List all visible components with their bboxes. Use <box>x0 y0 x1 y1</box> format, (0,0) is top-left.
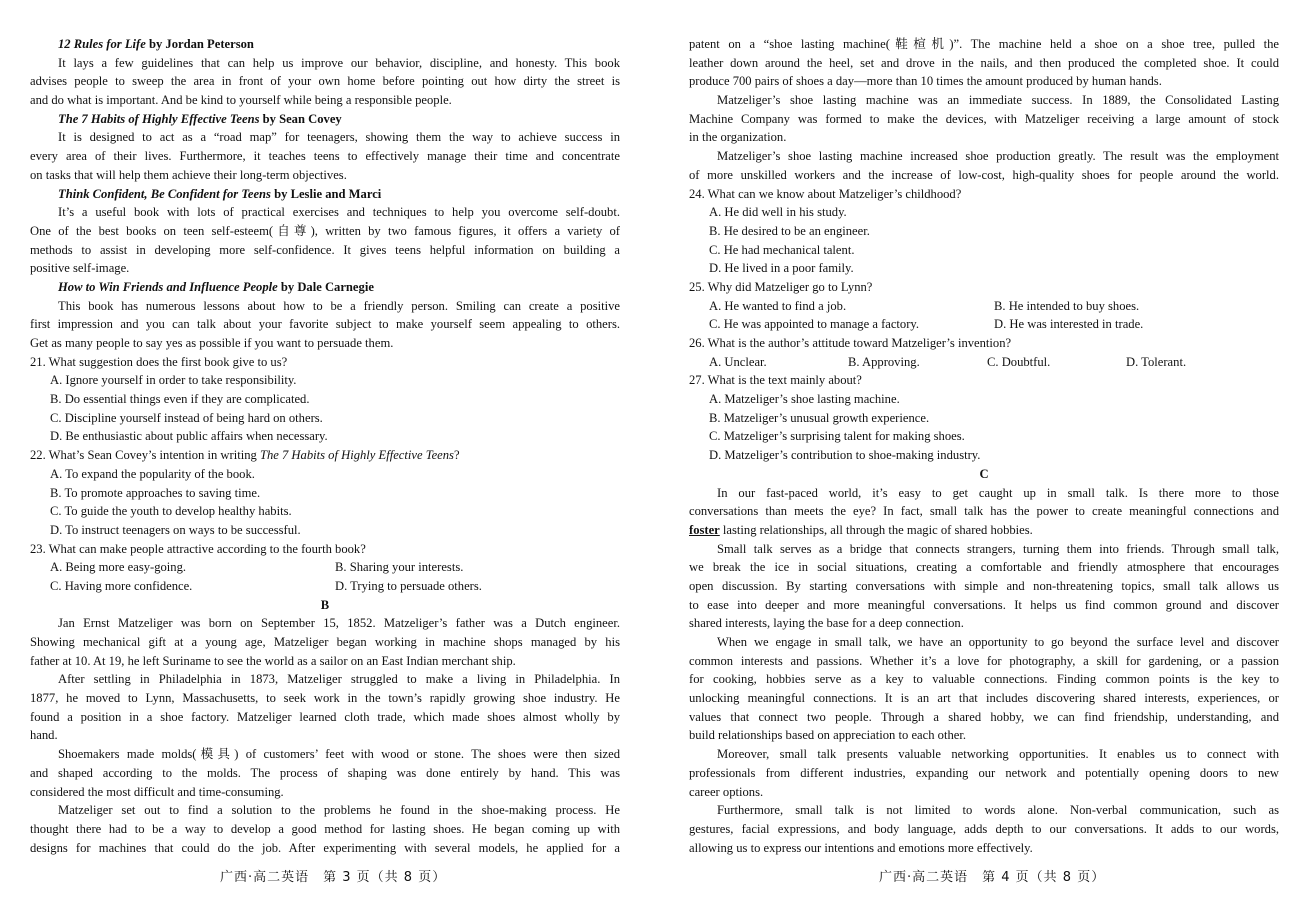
paragraph-line: patent on a “shoe lasting machine(鞋楦机)”. The machine held a shoe on a shoe tree, pulled the <box>689 37 1279 51</box>
option-22b: B. To promote approaches to saving time. <box>50 485 261 500</box>
page-footer-right: 广西·高二英语 第 4 页（共 8 页） <box>879 870 1106 885</box>
paragraph-line: values that connect two people. Through a shared hobby, we can find friendship, understanding, and <box>689 709 1279 724</box>
paragraph-line: produce 700 pairs of shoes a day—more than 10 times the amount produced by human hands. <box>689 74 1162 89</box>
paragraph-line: methods to assist in developing more self-confidence. It gives teens helpful information on building a <box>30 242 620 257</box>
paragraph-line: Moreover, small talk presents valuable networking opportunities. It enables us to connect with <box>717 747 1279 762</box>
question-23: 23. What can make people attractive according to the fourth book? <box>30 541 366 556</box>
book3-title: Think Confident, Be Confident for Teens <box>58 186 271 201</box>
question-25: 25. Why did Matzeliger go to Lynn? <box>689 279 873 294</box>
underlined-word-foster: foster <box>689 522 720 537</box>
paragraph-line: 1877, he moved to Lynn, Massachusetts, to seek work in the town’s rapidly growing shoe industry. He <box>30 691 620 706</box>
paragraph-line: and do what is important. And be kind to yourself while being a responsible people. <box>30 93 452 108</box>
paragraph-line: of more unskilled workers and the increase of low-cost, high-quality shoes for people around the world. <box>689 167 1279 182</box>
paragraph-line: gestures, facial expressions, and body language, adds depth to our conversations. It adds to our words, <box>689 821 1279 836</box>
option-22d: D. To instruct teenagers on ways to be successful. <box>50 522 301 537</box>
paragraph-line: first impression and you can talk about your favorite subject to make yourself seem appealing to others. <box>30 317 620 332</box>
option-23a: A. Being more easy-going. <box>50 560 187 575</box>
option-27a: A. Matzeliger’s shoe lasting machine. <box>709 392 900 407</box>
book4-heading <box>30 278 620 297</box>
paragraph-line: open discussion. By starting conversations with simple and non-threatening topics, small talk allows us <box>689 578 1279 593</box>
book2-author: by Sean Covey <box>259 111 342 126</box>
paragraph-line: This book has numerous lessons about how to be a friendly person. Smiling can create a positive <box>58 298 620 313</box>
paragraph-line: conversations than meets the eye? In fact, small talk has the power to create meaningful connections and <box>689 504 1279 519</box>
option-26a: A. Unclear. <box>709 354 767 369</box>
option-27d: D. Matzeliger’s contribution to shoe-making industry. <box>709 448 981 463</box>
paragraph-line: Matzeliger set out to find a solution to the problems he found in the shoe-making process. He <box>58 803 620 818</box>
option-22a: A. To expand the popularity of the book. <box>50 466 255 481</box>
option-26d: D. Tolerant. <box>1126 354 1187 369</box>
paragraph-line: build relationships based on appreciation to each other. <box>689 728 966 743</box>
options-23-row1 <box>30 558 620 577</box>
book3-author: by Leslie and Marci <box>270 186 382 201</box>
paragraph-line: hand. <box>30 728 58 743</box>
paragraph-line: to ease into deeper and more meaningful conversations. It helps us find common ground and discover <box>689 597 1279 612</box>
paragraph-line: common interests and passions. Whether it’s a love for photography, a skill for gardening, or a passion <box>689 653 1279 668</box>
paragraph-line: Showing mechanical gift at a young age, Matzeliger began working in machine shops managed by his <box>30 635 620 649</box>
paragraph-line: positive self-image. <box>30 261 130 276</box>
options-25-row2 <box>689 315 1279 334</box>
book1-title: 12 Rules for Life <box>58 37 146 51</box>
page-4 <box>689 35 1279 857</box>
paragraph-line: One of the best books on teen self-esteem(自尊), written by two famous figures, it offers a variety of <box>30 223 620 238</box>
option-27c: C. Matzeliger’s surprising talent for making shoes. <box>709 429 965 444</box>
option-27b: B. Matzeliger’s unusual growth experience. <box>709 410 930 425</box>
options-23-row2 <box>30 577 620 596</box>
paragraph-line: In our fast-paced world, it’s easy to get caught up in small talk. Is there more to those <box>717 485 1279 500</box>
paragraph-line: Matzeliger’s shoe lasting machine was an immediate success. In 1889, the Consolidated Lasting <box>717 93 1279 108</box>
paragraph-line: every area of their lives. Furthermore, it teaches teens to effectively manage their time and concentrate <box>30 149 620 164</box>
option-23c: C. Having more confidence. <box>50 578 193 593</box>
book1-heading <box>30 35 620 54</box>
option-25b: B. He intended to buy shoes. <box>994 298 1140 313</box>
option-24c: C. He had mechanical talent. <box>709 242 855 257</box>
section-c-heading: C <box>979 466 989 481</box>
option-25c: C. He was appointed to manage a factory. <box>709 317 920 332</box>
book4-title: How to Win Friends and Influence People <box>58 279 278 294</box>
paragraph-line: allowing us to express our intentions and emotions more effectively. <box>689 840 1033 855</box>
paragraph-line: Get as many people to say yes as possible if you want to persuade them. <box>30 336 394 350</box>
paragraph-line: designs for machines that could do the job. After experimenting with several models, he applied for a <box>30 840 620 855</box>
options-26 <box>689 353 1279 372</box>
option-21d: D. Be enthusiastic about public affairs when necessary. <box>50 429 328 444</box>
paragraph-line: It’s a useful book with lots of practical exercises and techniques to help you overcome self-doubt. <box>58 205 620 220</box>
paragraph-line: When we engage in small talk, we have an opportunity to go beyond the surface level and discover <box>717 635 1279 649</box>
option-22c: C. To guide the youth to develop healthy habits. <box>50 504 292 519</box>
paragraph-line: considered the most difficult and time-consuming. <box>30 784 284 799</box>
question-mark: ? <box>453 448 460 463</box>
options-25-row1 <box>689 297 1279 316</box>
paragraph-line: Furthermore, small talk is not limited to words alone. Non-verbal communication, such as <box>717 803 1279 818</box>
paragraph-line <box>689 521 1279 540</box>
option-23b: B. Sharing your interests. <box>335 560 464 575</box>
paragraph-line: It is designed to act as a “road map” for teenagers, showing them the way to achieve success in <box>58 130 620 145</box>
option-25d: D. He was interested in trade. <box>994 317 1144 332</box>
book2-heading <box>30 110 620 129</box>
paragraph-line: It lays a few guidelines that can help us improve our behavior, discipline, and honesty. This book <box>58 55 620 70</box>
paragraph-text: lasting relationships, all through the magic of shared hobbies. <box>719 522 1033 537</box>
paragraph-line: on tasks that will help them achieve their long-term objectives. <box>30 167 347 182</box>
paragraph-line: in the organization. <box>689 130 787 145</box>
option-26b: B. Approving. <box>848 354 920 369</box>
book2-title: The 7 Habits of Highly Effective Teens <box>58 111 260 126</box>
paragraph-line: Small talk serves as a bridge that connects strangers, turning them into friends. Through small talk, <box>717 541 1279 556</box>
question-26: 26. What is the author’s attitude toward Matzeliger’s invention? <box>689 336 1012 350</box>
paragraph-line: advises people to sweep the area in front of your own home before pointing out how dirty the street is <box>30 74 620 89</box>
paragraph-line: father at 10. At 19, he left Suriname to see the world as a sailor on an East Indian merchant ship. <box>30 653 516 668</box>
question-24: 24. What can we know about Matzeliger’s childhood? <box>689 186 962 201</box>
option-21b: B. Do essential things even if they are complicated. <box>50 392 310 407</box>
section-b-heading: B <box>320 597 330 612</box>
option-21c: C. Discipline yourself instead of being hard on others. <box>50 410 323 425</box>
paragraph-line: Matzeliger’s shoe lasting machine increased shoe production greatly. The result was the employment <box>717 149 1279 164</box>
paragraph-line: Machine Company was formed to make the devices, with Matzeliger receiving a large amount of stock <box>689 111 1279 126</box>
paragraph-line: thought there had to be a way to develop a good method for lasting shoes. He began coming up with <box>30 821 620 836</box>
paragraph-line: found a position in a shoe factory. Matzeliger learned cloth trade, which made shoes almost wholly by <box>30 709 620 724</box>
option-23d: D. Trying to persuade others. <box>335 578 482 593</box>
option-21a: A. Ignore yourself in order to take responsibility. <box>50 373 297 388</box>
question-22 <box>30 446 620 465</box>
paragraph-line: shared interests, laying the base for a deep connection. <box>689 616 964 631</box>
option-24a: A. He did well in his study. <box>709 205 847 220</box>
paragraph-line: career options. <box>689 784 764 799</box>
question-22-book-title: The 7 Habits of Highly Effective Teens <box>259 448 454 463</box>
page-3 <box>30 35 620 857</box>
option-24b: B. He desired to be an engineer. <box>709 223 870 238</box>
paragraph-line: leather down around the heel, set and drove in the nails, and then produced the completed shoe. It could <box>689 55 1279 70</box>
paragraph-line: professionals from different industries, expanding our network and potentially opening doors to new <box>689 765 1279 780</box>
option-24d: D. He lived in a poor family. <box>709 261 854 276</box>
paragraph-line: After settling in Philadelphia in 1873, Matzeliger struggled to make a living in Philadelphia. In <box>58 672 620 687</box>
question-27: 27. What is the text mainly about? <box>689 373 862 388</box>
paragraph-line: and shaped according to the molds. The process of shaping was done entirely by hand. This was <box>30 765 620 780</box>
paragraph-line: Shoemakers made molds(模具) of customers’ feet with wood or stone. The shoes were then sized <box>58 747 620 762</box>
option-26c: C. Doubtful. <box>987 354 1051 369</box>
paragraph-line: we break the ice in social situations, creating a comfortable and friendly atmosphere that encourages <box>689 560 1279 575</box>
book4-author: by Dale Carnegie <box>277 279 374 294</box>
book1-author: by Jordan Peterson <box>145 37 254 51</box>
book3-heading <box>30 185 620 204</box>
question-21: 21. What suggestion does the first book give to us? <box>30 354 288 369</box>
page-footer-left: 广西·高二英语 第 3 页（共 8 页） <box>220 870 447 885</box>
paragraph-line: for cooking, hobbies serve as a key to valuable connections. Finding common points is the key to <box>689 672 1279 687</box>
question-22-text: 22. What’s Sean Covey’s intention in writing <box>30 448 260 463</box>
paragraph-line: unlocking meaningful connections. It is an art that includes discovering shared interests, experiences, or <box>689 691 1279 706</box>
paragraph-line: Jan Ernst Matzeliger was born on September 15, 1852. Matzeliger’s father was a Dutch engineer. <box>58 616 620 631</box>
option-25a: A. He wanted to find a job. <box>709 298 847 313</box>
